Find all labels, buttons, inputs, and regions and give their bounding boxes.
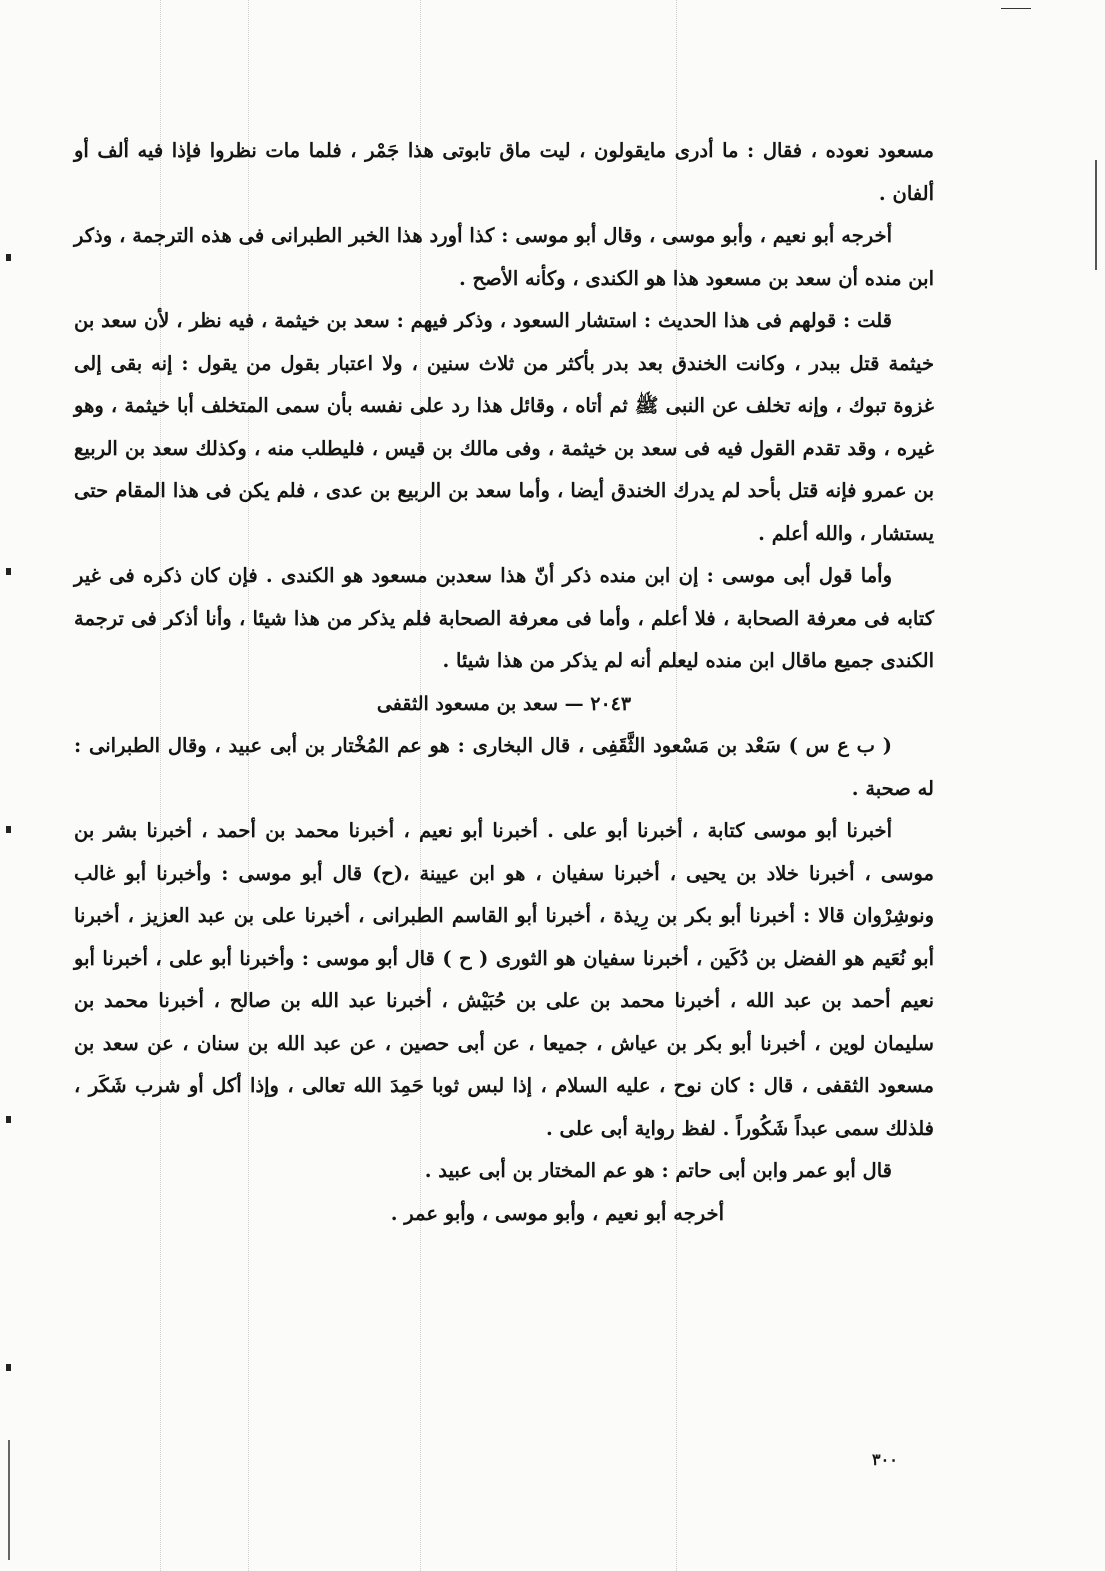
page-number: ٣٠٠ (872, 1450, 898, 1469)
top-rule (1001, 8, 1031, 9)
paragraph-4: وأما قول أبى موسى : إن ابن منده ذكر أنّ هذا سعدبن مسعود هو الكندى . فإن كان ذكره فى غير كتابه فى معرفة الصحابة ، فلا أعلم ، وأما فى معرفة الصحابة فلم يذكر من هذا شيئا ، وأنا أذكر فى ترجمة الكندى جميع ماقال ابن منده ليعلم أنه لم يذكر من هذا شيئا . (74, 564, 934, 672)
left-margin-bar (8, 1440, 10, 1560)
margin-mark (6, 1364, 11, 1371)
paragraph-8: أخرجه أبو نعيم ، وأبو موسى ، وأبو عمر . (390, 1201, 724, 1225)
paragraph-7: قال أبو عمر وابن أبى حاتم : هو عم المختار بن أبى عبيد . (424, 1159, 892, 1182)
right-margin-bar (1095, 160, 1097, 270)
entry-heading: ٢٠٤٣ — سعد بن مسعود الثقفى (376, 692, 632, 715)
margin-mark (6, 826, 11, 833)
paragraph-5: ( ب ع س ) سَعْد بن مَسْعود الثَّقَفِى ، قال البخارى : هو عم المُخْتار بن أبى عبيد ، وقال الطبرانى : له صحبة . (74, 734, 934, 800)
margin-mark (6, 568, 11, 575)
margin-mark (6, 1116, 11, 1123)
paragraph-2: أخرجه أبو نعيم ، وأبو موسى ، وقال أبو موسى : كذا أورد هذا الخبر الطبرانى فى هذه الترجمة ، وذكر ابن منده أن سعد بن مسعود هذا هو الكندى ، وكأنه الأصح . (74, 224, 934, 290)
margin-mark (6, 254, 11, 261)
paragraph-1: مسعود نعوده ، فقال : ما أدرى مايقولون ، ليت ماق تابوتى هذا جَمْر ، فلما مات نظروا فإذا فيه ألف أو ألفان . (74, 139, 934, 205)
main-text (74, 130, 934, 1235)
paragraph-3: قلت : قولهم فى هذا الحديث : استشار السعود ، وذكر فيهم : سعد بن خيثمة ، فيه نظر ، لأن سعد بن خيثمة قتل ببدر ، وكانت الخندق بعد بدر بأكثر من ثلاث سنين ، ولا اعتبار بقول من يقول : إنه بقى إلى غزوة تبوك ، وإنه تخلف عن النبى ﷺ ثم أتاه ، وقائل هذا رد على نفسه بأن سمى المتخلف أبا خيثمة ، وهو غيره ، وقد تقدم القول فيه فى سعد بن خيثمة ، وفى مالك بن قيس ، فليطلب منه ، وكذلك سعد بن الربيع بن عمرو فإنه قتل بأحد لم يدرك الخندق أيضا ، وأما سعد بن الربيع بن عدى ، فلم يكن فى هذا المقام حتى يستشار ، والله أعلم . (74, 309, 934, 545)
paragraph-6: أخبرنا أبو موسى كتابة ، أخبرنا أبو على . أخبرنا أبو نعيم ، أخبرنا محمد بن أحمد ، أخبرنا بشر بن موسى ، أخبرنا خلاد بن يحيى ، أخبرنا سفيان ، هو ابن عيينة ،(ح) قال أبو موسى : وأخبرنا أبو غالب ونوشِرْوان قالا : أخبرنا أبو بكر بن رِيذة ، أخبرنا أبو القاسم الطبرانى ، أخبرنا على بن عبد العزيز ، أخبرنا أبو نُعَيم هو الفضل بن دُكَين ، أخبرنا سفيان هو الثورى ( ح ) قال أبو موسى : وأخبرنا أبو على ، أخبرنا أبو نعيم أحمد بن عبد الله ، أخبرنا محمد بن على بن حُبَيْش ، أخبرنا عبد الله بن صالح ، أخبرنا محمد بن سليمان لوين ، أخبرنا أبو بكر بن عياش ، جميعا ، عن أبى حصين ، عن عبد الله بن سنان ، عن سعد بن مسعود الثقفى ، قال : كان نوح ، عليه السلام ، إذا لبس ثوبا حَمِدَ الله تعالى ، وإذا أكل أو شرب شَكَر ، فلذلك سمى عبداً شَكُوراً . لفظ رواية أبى على . (74, 819, 934, 1140)
